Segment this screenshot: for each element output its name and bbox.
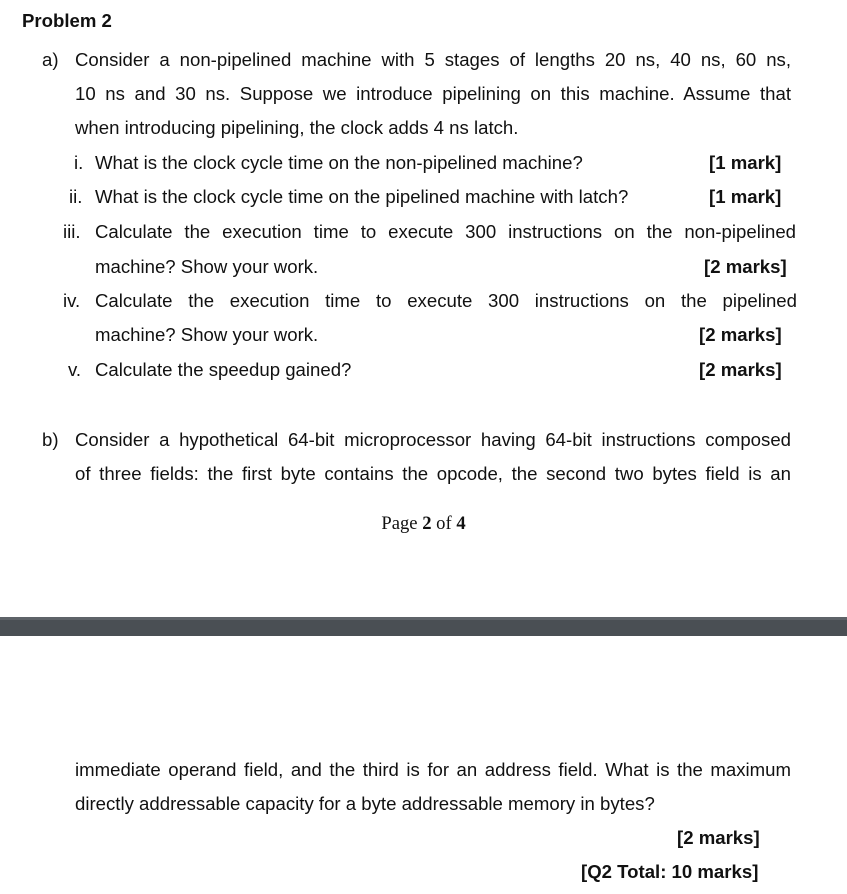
part-a-line-1: Consider a non-pipelined machine with 5 stages of lengths 20 ns, 40 ns, 60 ns, xyxy=(75,49,791,70)
part-b-line-2: of three fields: the first byte contains the opcode, the second two bytes field is an xyxy=(75,463,791,484)
question-iii-numeral: iii. xyxy=(63,221,81,242)
of-word: of xyxy=(436,513,452,534)
question-iv-text: Calculate the execution time to execute 300 instructions on the pipelined xyxy=(95,290,797,311)
part-b-label: b) xyxy=(42,429,59,450)
page-word: Page xyxy=(381,513,418,534)
question-v-numeral: v. xyxy=(68,359,82,380)
question-v-text: Calculate the speedup gained? xyxy=(95,359,352,380)
page-number: 2 xyxy=(422,513,432,534)
question-iii-text: Calculate the execution time to execute 300 instructions on the non-pipelined xyxy=(95,221,796,242)
question-i-marks: [1 mark] xyxy=(709,152,782,173)
question-iv-marks: [2 marks] xyxy=(699,324,782,345)
page-footer xyxy=(0,513,847,535)
question-total: [Q2 Total: 10 marks] xyxy=(581,861,759,882)
question-iii-marks: [2 marks] xyxy=(704,256,787,277)
question-i-text: What is the clock cycle time on the non-pipelined machine? xyxy=(95,152,583,173)
page-break-divider-edge xyxy=(0,617,847,620)
question-i-numeral: i. xyxy=(74,152,84,173)
part-b-continued-line-2: directly addressable capacity for a byte addressable memory in bytes? xyxy=(75,793,655,814)
question-ii-marks: [1 mark] xyxy=(709,186,782,207)
problem-title: Problem 2 xyxy=(22,10,112,31)
part-b-line-1: Consider a hypothetical 64-bit microprocessor having 64-bit instructions composed xyxy=(75,429,791,450)
page-total: 4 xyxy=(456,513,466,534)
part-a-line-3: when introducing pipelining, the clock adds 4 ns latch. xyxy=(75,117,519,138)
question-v-marks: [2 marks] xyxy=(699,359,782,380)
part-b-continued-line-1: immediate operand field, and the third is for an address field. What is the maximum xyxy=(75,759,791,780)
part-a-line-2: 10 ns and 30 ns. Suppose we introduce pipelining on this machine. Assume that xyxy=(75,83,791,104)
question-iv-numeral: iv. xyxy=(63,290,81,311)
question-iv-text-2: machine? Show your work. xyxy=(95,324,319,345)
question-ii-text: What is the clock cycle time on the pipelined machine with latch? xyxy=(95,186,629,207)
question-iii-text-2: machine? Show your work. xyxy=(95,256,319,277)
question-ii-numeral: ii. xyxy=(69,186,83,207)
part-a-label: a) xyxy=(42,49,59,70)
part-b-marks: [2 marks] xyxy=(677,827,760,848)
